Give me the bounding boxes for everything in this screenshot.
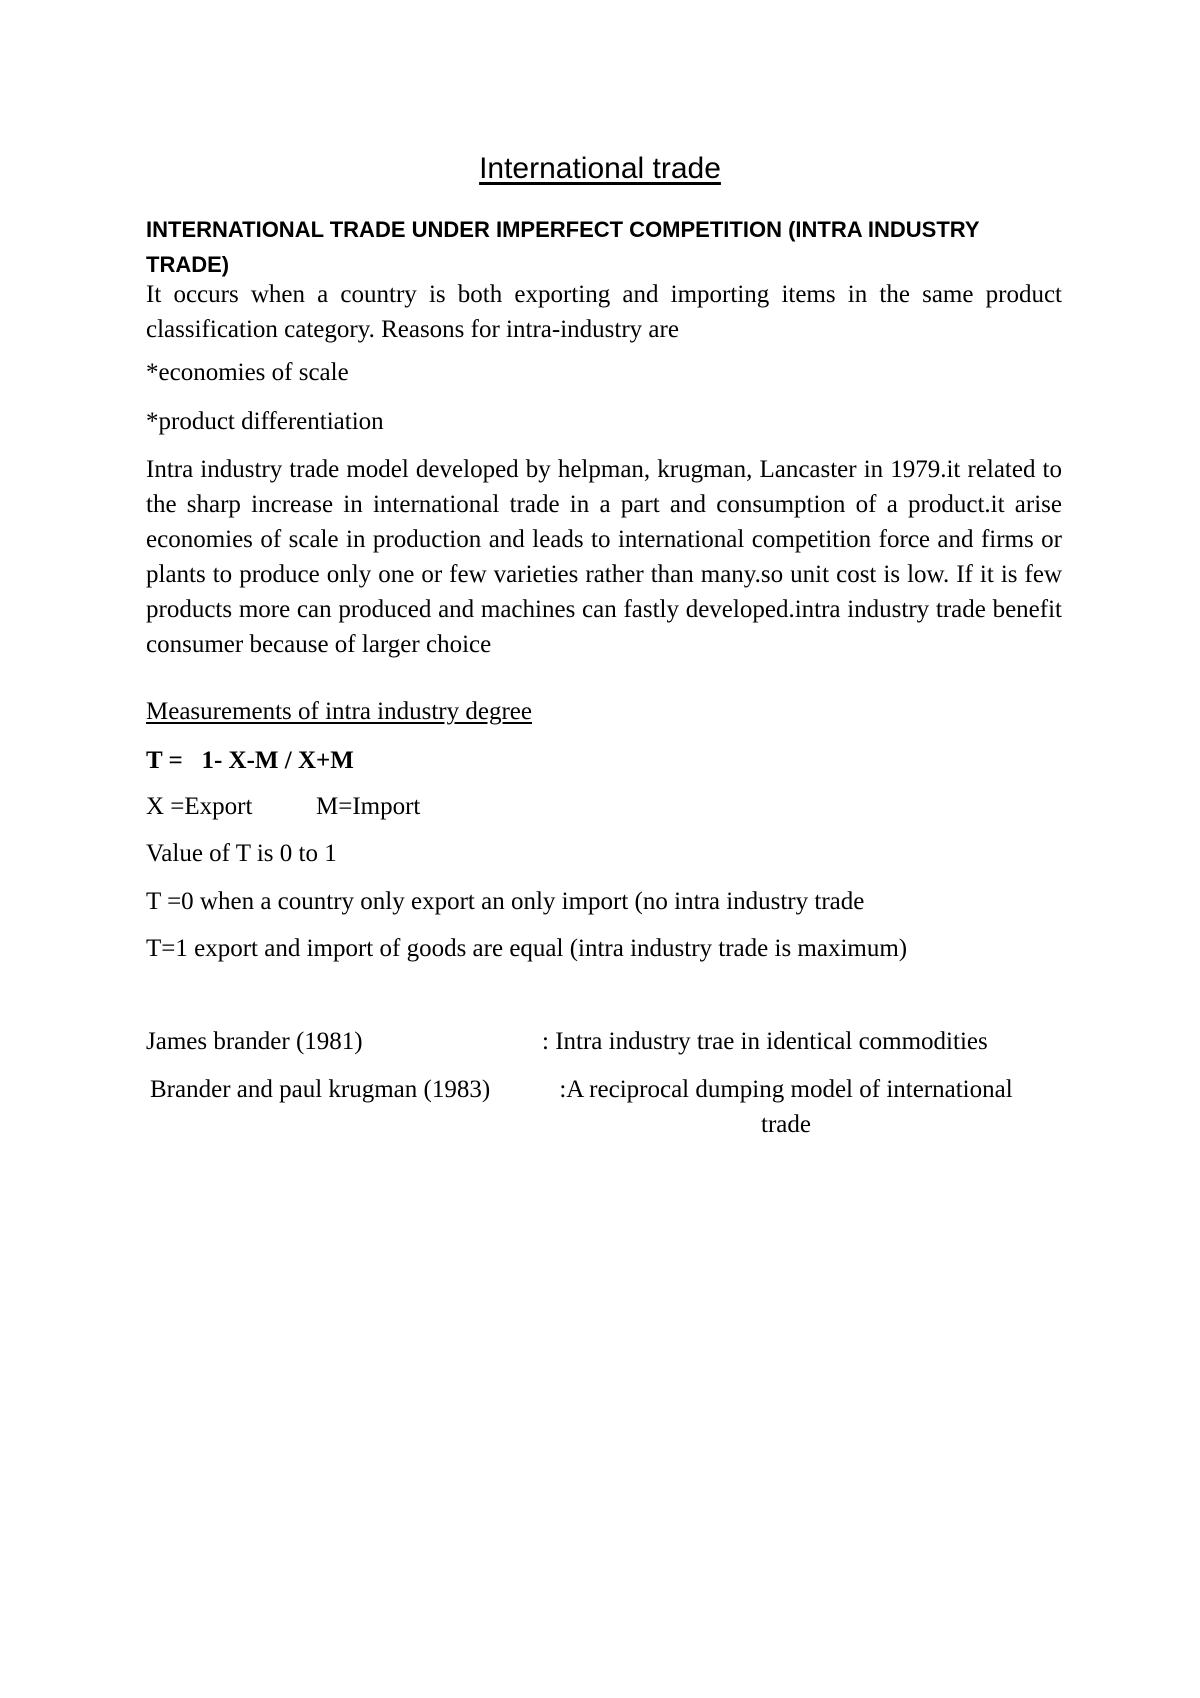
reason-item: *economies of scale [146, 359, 349, 386]
reference-author: Brander and paul krugman (1983) [150, 1076, 491, 1103]
reference-title: :A reciprocal dumping model of international trade [559, 1076, 1013, 1138]
section-heading: INTERNATIONAL TRADE UNDER IMPERFECT COMPETITION (INTRA INDUSTRY TRADE) [146, 217, 980, 277]
model-paragraph: Intra industry trade model developed by helpman, krugman, Lancaster in 1979.it related to the sharp increase in international trade in a part and consumption of a product.it arise economies of scale in production and leads to international competition force and firms or plants to produce only one or few varieties rather than many.so unit cost is low. If it is few products more can produced and machines can fastly developed.intra industry trade benefit consumer because of larger choice [146, 456, 1062, 658]
t-zero-note: T =0 when a country only export an only import (no intra industry trade [146, 888, 865, 915]
measurement-heading: Measurements of intra industry degree [146, 698, 532, 725]
definition-import: M=Import [316, 793, 421, 820]
formula: T = 1- X-M / X+M [146, 747, 354, 774]
variable-definitions [146, 789, 1062, 824]
reference-row [146, 1024, 1076, 1060]
reference-title: : Intra industry trae in identical commodities [542, 1028, 988, 1055]
value-range: Value of T is 0 to 1 [146, 840, 337, 867]
reference-author: James brander (1981) [146, 1028, 363, 1055]
intro-paragraph: It occurs when a country is both exporting and importing items in the same product classification category. Reasons for intra-industry are [146, 281, 1062, 343]
reference-row [146, 1072, 1076, 1144]
reason-item: *product differentiation [146, 408, 384, 435]
definition-export: X =Export [146, 793, 253, 820]
document-title: International trade [479, 152, 721, 185]
t-one-note: T=1 export and import of goods are equal (intra industry trade is maximum) [146, 935, 908, 962]
